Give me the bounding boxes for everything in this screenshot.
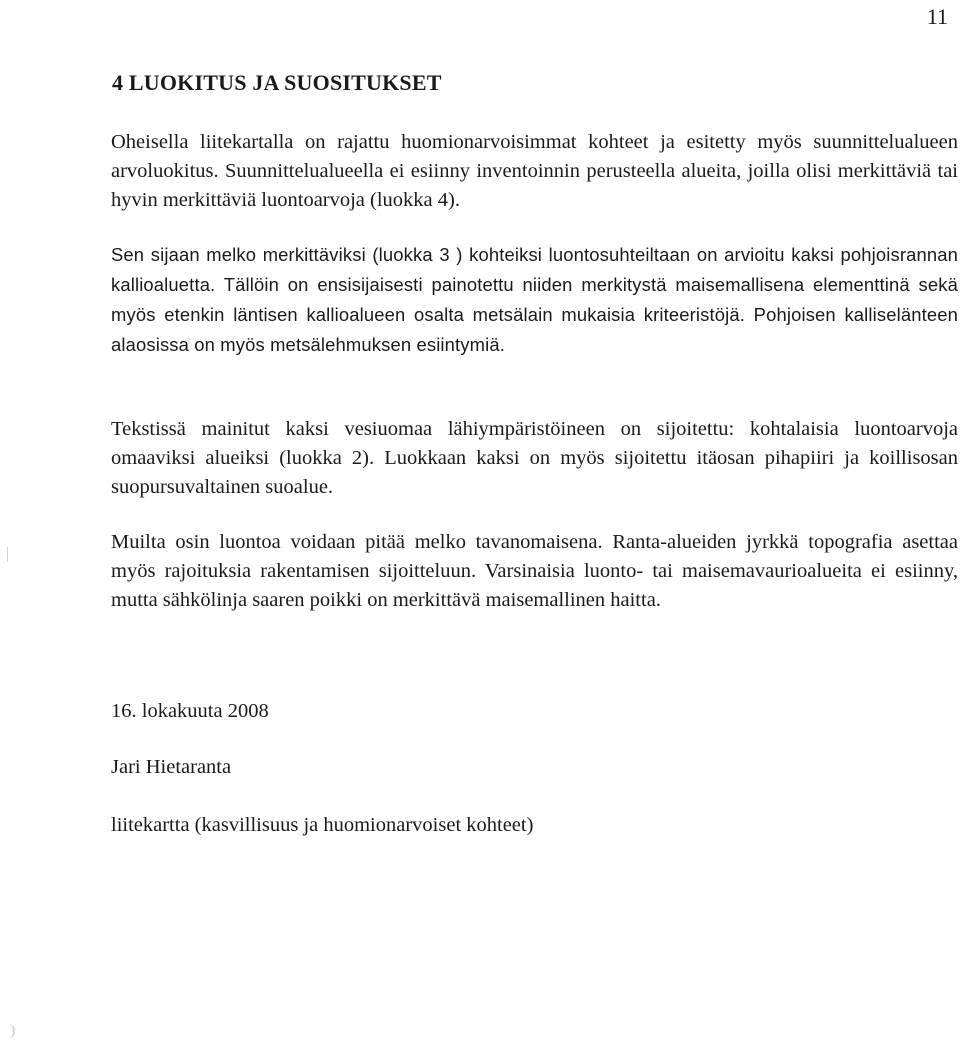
section-heading: 4 LUOKITUS JA SUOSITUKSET [112,70,442,95]
paragraph-class-3-sites: Sen sijaan melko merkittäviksi (luokka 3 ) kohteiksi luontosuhteiltaan on arvioitu kaksi pohjoisrannan kallioaluetta. Tällöin on ensisijaisesti painotettu niiden merkitystä maisemallisena elementtinä sekä myös etenkin läntisen kallioalueen osalta metsälain mukaisia kriteeristöjä. Pohjoisen kalliselänteen alaosissa on myös metsälehmuksen esiintymiä. [111,244,958,355]
document-date: 16. lokakuuta 2008 [111,700,269,722]
paragraph-class-2-sites: Tekstissä mainitut kaksi vesiuomaa lähiympäristöineen on sijoitettu: kohtalaisia luontoarvoja omaaviksi alueiksi (luokka 2). Luokkaan kaksi on myös sijoitettu itäosan pihapiiri ja koillisosan suopursuvaltainen suoalue. [111,418,958,498]
author-name: Jari Hietaranta [111,756,232,778]
scan-margin-mark: ) [10,1022,16,1039]
paragraph-classification: Oheisella liitekartalla on rajattu huomionarvoisimmat kohteet ja esitetty myös suunnittelualueen arvoluokitus. Suunnittelualueella ei esiinny inventoinnin perusteella alueita, joilla olisi merkittäviä tai hyvin merkittäviä luontoarvoja (luokka 4). [111,131,958,211]
page-number: 11 [926,4,948,29]
paragraph-general-remarks: Muilta osin luontoa voidaan pitää melko tavanomaisena. Ranta-alueiden jyrkkä topografia asettaa myös rajoituksia rakentamisen sijoitteluun. Varsinaisia luonto- tai maisemavaurioalueita ei esiinny, mutta sähkölinja saaren poikki on merkittävä maisemallinen haitta. [111,531,958,611]
attachment-note: liitekartta (kasvillisuus ja huomionarvoiset kohteet) [111,814,534,836]
scan-margin-mark: | [6,545,10,562]
